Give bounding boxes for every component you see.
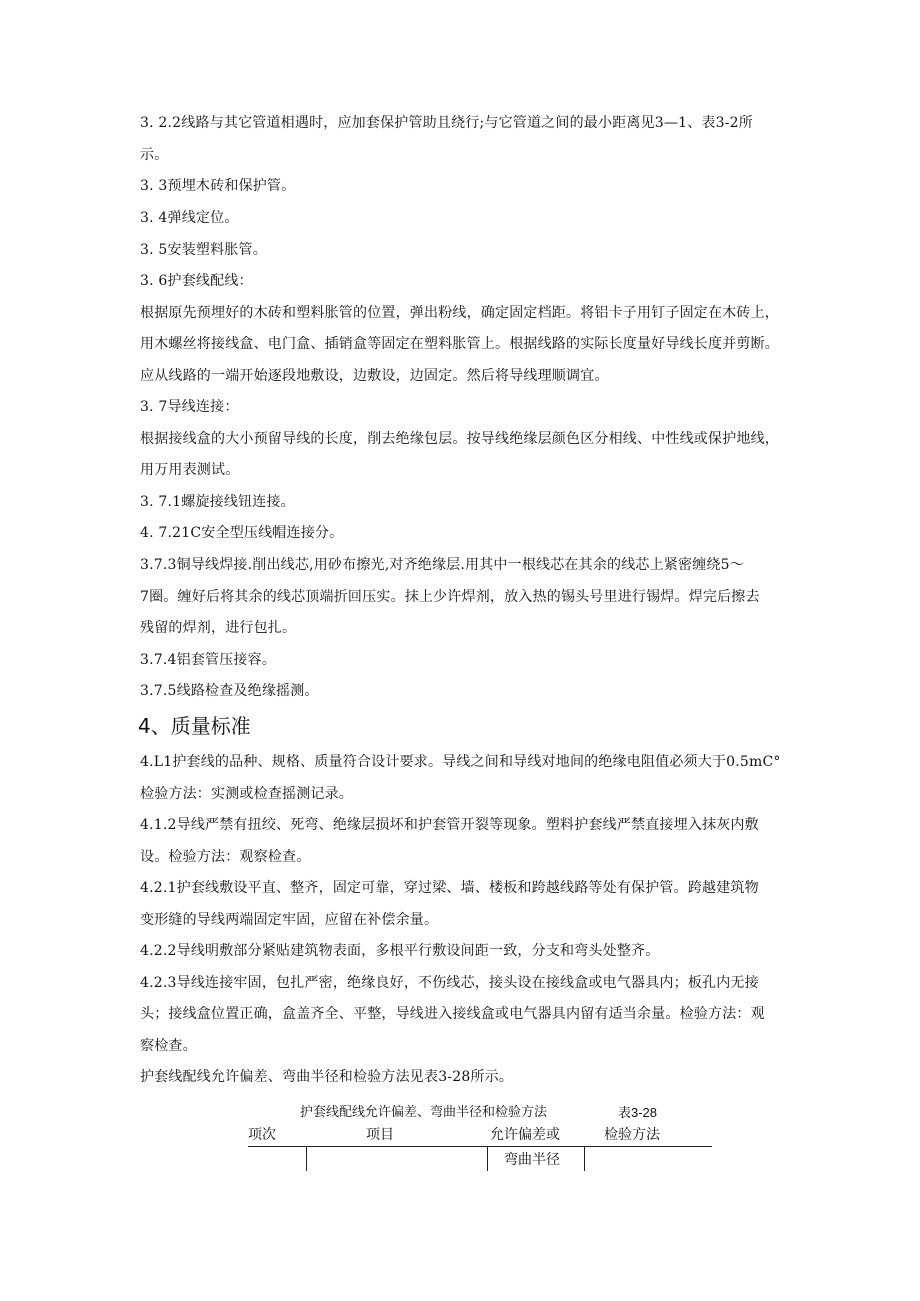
table-caption: 护套线配线允许偏差、弯曲半径和检验方法 — [300, 1105, 548, 1120]
table-column-divider — [487, 1147, 488, 1171]
paragraph-line: 4.2.2导线明敷部分紧贴建筑物表面，多根平行敷设间距一致，分支和弯头处整齐。 — [140, 943, 660, 959]
table-header-item: 项目 — [366, 1127, 394, 1143]
paragraph-line: 7圈。缠好后将其余的线芯顶端折回压实。抹上少许焊剂，放入热的锡头号里进行锡焊。焊完后擦去 — [140, 589, 760, 605]
table-rule — [248, 1146, 712, 1147]
paragraph-line: 变形缝的导线两端固定牢固，应留在补偿余量。 — [140, 912, 439, 928]
paragraph-line: 3. 2.2线路与其它管道相遇时，应加套保护管助且绕行;与它管道之间的最小距离见3—1、表3-2所 — [140, 115, 753, 131]
paragraph-line: 应从线路的一端开始逐段地敷设，边敷设，边固定。然后将导线理顺调宜。 — [140, 368, 609, 384]
paragraph-line: 设。检验方法：观察检查。 — [140, 849, 311, 865]
paragraph-line: 3. 7导线连接： — [140, 399, 239, 415]
paragraph-line: 用木螺丝将接线盒、电门盒、插销盒等固定在塑料胀管上。根据线路的实际长度量好导线长度并剪断。 — [140, 336, 779, 352]
paragraph-line: 察检查。 — [140, 1038, 197, 1054]
paragraph-line: 3.7.3铜导线焊接.削出线芯,用砂布擦光,对齐绝缘层.用其中一根线芯在其余的线芯上紧密缠绕5～ — [140, 557, 744, 573]
table-column-divider — [306, 1147, 307, 1171]
paragraph-line: 3.7.4铝套管压接容。 — [140, 652, 277, 668]
paragraph-line: 3. 5安装塑料胀管。 — [140, 242, 267, 258]
paragraph-line: 4.1.2导线严禁有扭绞、死弯、绝缘层损坏和护套管开裂等现象。塑料护套线严禁直接埋入抹灰内敷 — [140, 817, 759, 833]
paragraph-line: 头；接线盒位置正确，盒盖齐全、平整，导线进入接线盒或电气器具内留有适当余量。检验方法：观 — [140, 1006, 765, 1022]
paragraph-line: 根据接线盒的大小预留导线的长度，削去绝缘包层。按导线绝缘层颜色区分相线、中性线或保护地线， — [140, 431, 779, 447]
table-subheader-radius: 弯曲半径 — [504, 1152, 560, 1168]
table-column-divider — [584, 1147, 585, 1171]
section-heading: 4、质量标准 — [138, 714, 251, 738]
table-header-index: 项次 — [248, 1127, 276, 1143]
paragraph-line: 示。 — [140, 147, 169, 163]
table-number: 表3-28 — [618, 1105, 658, 1120]
table-header-tolerance: 允许偏差或 — [490, 1127, 560, 1143]
paragraph-line: 3. 6护套线配线： — [140, 273, 253, 289]
paragraph-line: 3. 7.1螺旋接线钮连接。 — [140, 494, 295, 510]
table-header-method: 检验方法 — [604, 1127, 660, 1143]
paragraph-line: 用万用表测试。 — [140, 462, 240, 478]
paragraph-line: 护套线配线允许偏差、弯曲半径和检验方法见表3-28所示。 — [140, 1069, 514, 1085]
paragraph-line: 3. 3预埋木砖和保护管。 — [140, 178, 296, 194]
paragraph-line: 4.L1护套线的品种、规格、质量符合设计要求。导线之间和导线对地间的绝缘电阻值必须大于0.5mC° — [140, 754, 781, 770]
paragraph-line: 3. 4弹线定位。 — [140, 210, 239, 226]
paragraph-line: 4.2.3导线连接牢固，包扎严密，绝缘良好，不伤线芯，接头设在接线盒或电气器具内；板孔内无接 — [140, 975, 759, 991]
paragraph-line: 检验方法：实测或检查摇测记录。 — [140, 786, 353, 802]
paragraph-line: 3.7.5线路检查及绝缘摇测。 — [140, 683, 319, 699]
paragraph-line: 残留的焊剂，进行包扎。 — [140, 620, 297, 636]
paragraph-line: 根据原先预埋好的木砖和塑料胀管的位置，弹出粉线，确定固定档距。将铝卡子用钉子固定在木砖上， — [140, 305, 779, 321]
paragraph-line: 4.2.1护套线敷设平直、整齐，固定可靠，穿过梁、墙、楼板和跨越线路等处有保护管。跨越建筑物 — [140, 880, 759, 896]
paragraph-line: 4. 7.21C安全型压线帽连接分。 — [140, 525, 344, 541]
